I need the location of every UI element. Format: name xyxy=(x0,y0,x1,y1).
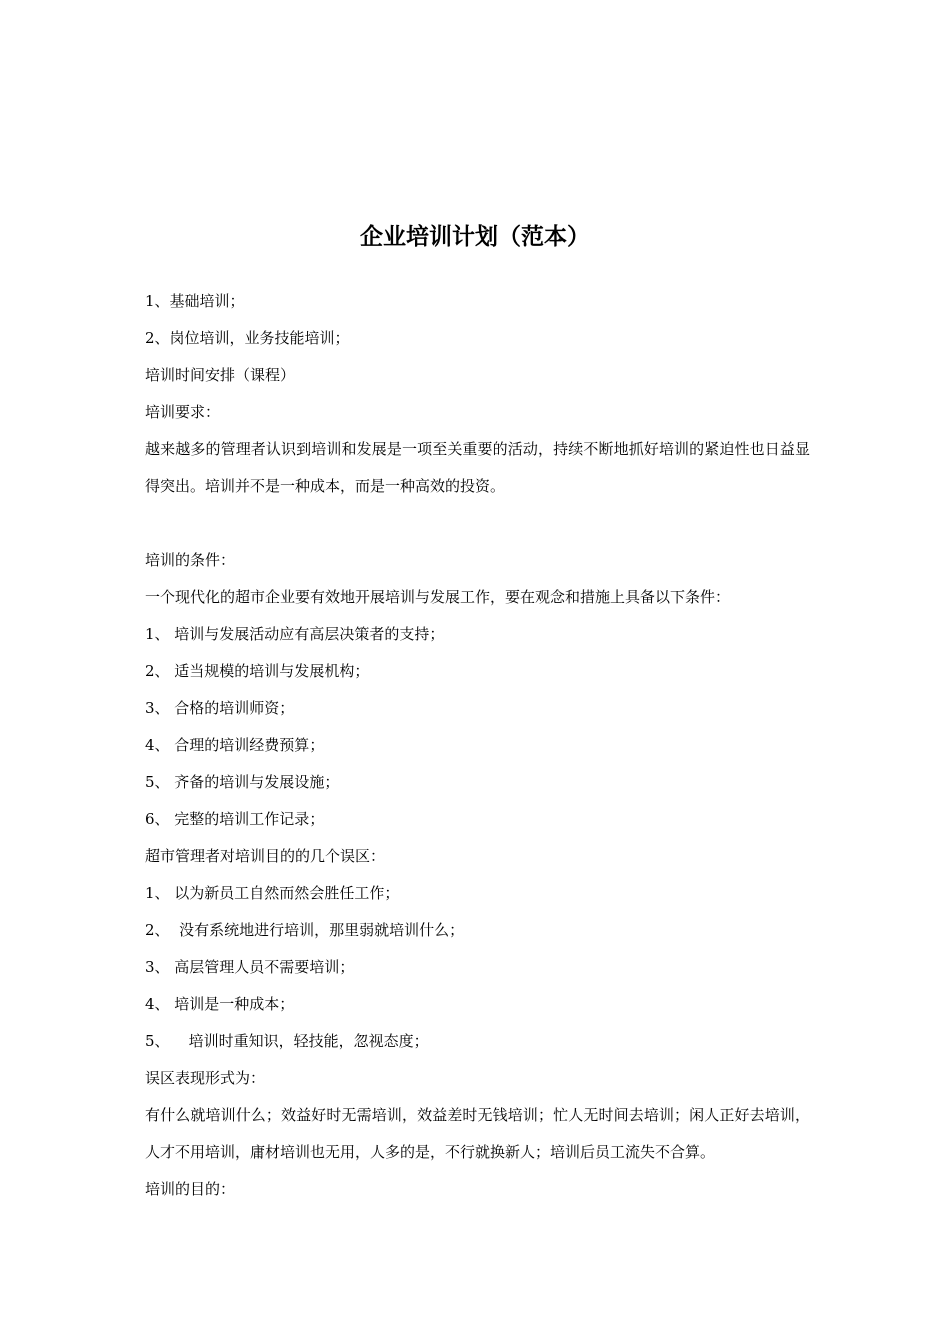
paragraph-conditions-intro: 一个现代化的超市企业要有效地开展培训与发展工作，要在观念和措施上具备以下条件： xyxy=(145,588,731,606)
heading-conditions: 培训的条件： xyxy=(145,551,236,569)
blank-line xyxy=(145,505,810,542)
paragraph-post-training: 2、岗位培训，业务技能培训； xyxy=(145,329,350,347)
list-item: 2、 适当规模的培训与发展机构； xyxy=(145,662,370,680)
list-item: 1、 以为新员工自然而然会胜任工作； xyxy=(145,884,400,902)
list-item: 5、 培训时重知识，轻技能，忽视态度； xyxy=(145,1032,429,1050)
list-item: 2、 没有系统地进行培训，那里弱就培训什么； xyxy=(145,921,465,939)
document-title: 企业培训计划（范本） xyxy=(360,224,590,250)
heading-requirements: 培训要求： xyxy=(145,403,221,421)
heading-misconception-forms: 误区表现形式为： xyxy=(145,1069,266,1087)
paragraph-misconception-forms: 有什么就培训什么；效益好时无需培训，效益差时无钱培训；忙人无时间去培训；闲人正好去培训，人才不用培训，庸材培训也无用，人多的是，不行就换新人；培训后员工流失不合算。 xyxy=(145,1106,810,1161)
heading-training-purpose: 培训的目的： xyxy=(145,1180,236,1198)
heading-misconceptions: 超市管理者对培训目的的几个误区： xyxy=(145,847,386,865)
paragraph-requirements: 越来越多的管理者认识到培训和发展是一项至关重要的活动，持续不断地抓好培训的紧迫性也日益显得突出。培训并不是一种成本，而是一种高效的投资。 xyxy=(145,440,810,495)
list-item: 1、 培训与发展活动应有高层决策者的支持； xyxy=(145,625,445,643)
list-item: 4、 合理的培训经费预算； xyxy=(145,736,325,754)
list-item: 3、 合格的培训师资； xyxy=(145,699,295,717)
list-item: 3、 高层管理人员不需要培训； xyxy=(145,958,355,976)
paragraph-basic-training: 1、基础培训； xyxy=(145,292,245,310)
list-item: 6、 完整的培训工作记录； xyxy=(145,810,325,828)
list-item: 4、 培训是一种成本； xyxy=(145,995,295,1013)
document-body xyxy=(145,283,810,1208)
list-item: 5、 齐备的培训与发展设施； xyxy=(145,773,340,791)
paragraph-schedule: 培训时间安排（课程） xyxy=(145,366,296,384)
